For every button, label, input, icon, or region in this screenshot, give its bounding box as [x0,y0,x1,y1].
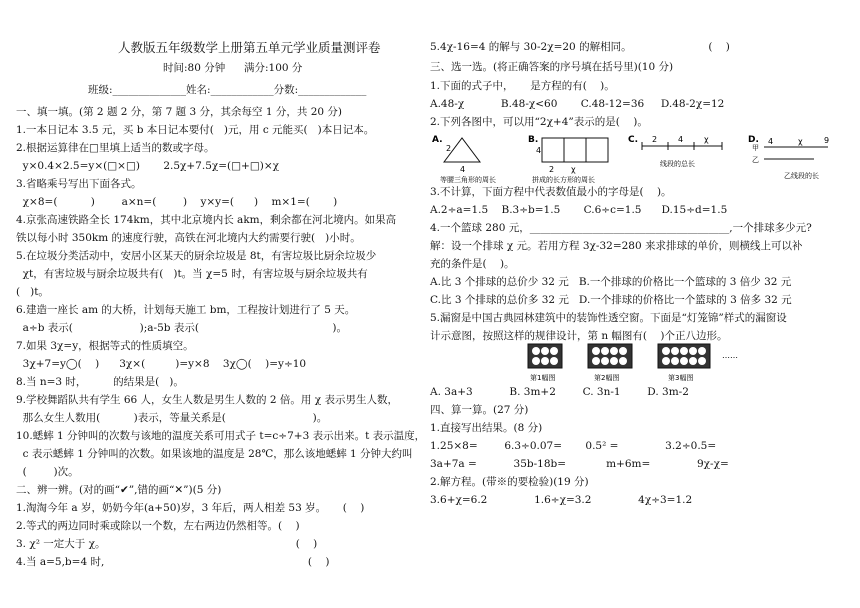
question-line: 1.淘淘今年 a 岁，奶奶今年(a+50)岁，3 年后，两人相差 53 岁。 ( ) [16,502,365,514]
question-line: 1.一本日记本 3.5 元，买 b 本日记本要付( )元，用 c 元能买( )本日记本。 [16,124,375,136]
figure-number: 4 [536,146,542,155]
section-choose-heading: 三、选一选。(将正确答案的序号填在括号里)(10 分) [430,61,674,73]
question-line: 5.4χ-16=4 的解与 30-2χ=20 的解相同。 ( ) [430,41,730,53]
question-line: 5.漏窗是中国古典园林建筑中的装饰性透空窗。下面是“灯笼锦”样式的漏窗设 [430,312,787,324]
svg-text:第3幅图: 第3幅图 [668,374,694,382]
question-line: 7.如果 3χ=y，根据等式的性质填空。 [16,340,194,352]
question-line: A.48-χ B.48-χ<60 C.48-12=36 D.48-2χ=12 [430,98,725,110]
figure-label: B. [528,135,539,145]
figure-caption: 拼成的长方形的周长 [532,176,595,184]
question-line: A. 3a+3 B. 3m+2 C. 3n-1 D. 3m-2 [430,386,689,398]
figure-number: χ [704,135,709,144]
ellipsis: …… [722,351,738,360]
question-line: y×0.4×2.5=y×(□×□) 2.5χ+7.5χ=(□+□)×χ [16,160,280,172]
question-line: 6.建造一座长 am 的大桥，计划每天施工 bm，工程按计划进行了 5 天。 [16,304,356,316]
figure-number: 2 [446,144,452,153]
figure-number: 4 [460,165,466,174]
question-line: 充的条件是( )。 [430,258,515,270]
question-line: ( )t。 [16,286,49,298]
question-line: C.比 3 个排球的总价多 32 元 D.一个排球的价格比一个篮球的 3 倍多 32 元 [430,294,792,306]
figure-number: 4 [678,135,684,144]
figure-number: 2 [549,165,555,174]
section-calc-heading: 四、算一算。(27 分) [430,404,529,416]
question-line: 2.解方程。(带※的要检验)(19 分) [430,476,589,488]
question-line: A.2÷a=1.5 B.3÷b=1.5 C.6÷c=1.5 D.15÷d=1.5 [430,204,728,216]
figure-caption: 等腰三角形的周长 [440,176,496,184]
info-line: 班级:______________姓名:____________分数:_____________ [88,84,367,96]
window-figure-2 [588,344,632,382]
question-line: 5.在垃圾分类活动中，安居小区某天的厨余垃圾是 8t，有害垃圾比厨余垃圾少 [16,250,377,262]
question-line: 3.省略乘号写出下面各式。 [16,178,142,190]
question-line: 那么女生人数用( )表示，等量关系是( )。 [16,412,328,424]
expression-figures [432,132,844,184]
figure-caption: 线段的总长 [660,160,695,168]
question-line: 1.直接写出结果。(8 分) [430,422,543,434]
figure-label: D. [748,135,759,145]
question-line: 4.当 a=5,b=4 时, ( ) [16,556,330,568]
question-line: a÷b 表示( );a-5b 表示( )。 [16,322,348,334]
segment-name: 乙 [752,156,759,164]
question-line: 4.一个篮球 280 元，______________________________________,一个排球多少元? [430,222,812,234]
lantern-windows [526,342,756,382]
segment-name: 甲 [752,144,759,152]
question-line: 3.不计算，下面方程中代表数值最小的字母是( )。 [430,186,672,198]
question-line: 2.根据运算律在□里填上适当的数或字母。 [16,142,215,154]
question-line: 解：设一个排球 χ 元。若用方程 3χ-32=280 来求排球的单价，则横线上可以补 [430,240,803,252]
question-line: 3a+7a = 35b-18b= m+6m= 9χ-χ= [430,458,729,470]
question-line: 2.等式的两边同时乘或除以一个数，左右两边仍然相等。( ) [16,520,300,532]
question-line: χ×8=( ) a×n=( ) y×y=( ) m×1=( ) [16,196,338,208]
section-judge-heading: 二、辨一辨。(对的画“✔”,错的画“✕”)(5 分) [16,484,222,496]
figure-number: χ [798,137,803,146]
question-line: 2.下列各图中，可以用“2χ+4”表示的是( )。 [430,116,648,128]
question-line: 1.下面的式子中， 是方程的有( )。 [430,80,615,92]
svg-text:第2幅图: 第2幅图 [594,374,620,382]
svg-text:第1幅图: 第1幅图 [530,374,556,382]
question-line: χt，有害垃圾与厨余垃圾共有( )t。当 χ=5 时，有害垃圾与厨余垃圾共有 [16,268,368,280]
rectangle-shape [542,138,608,162]
figure-label: C. [628,135,639,145]
figure-number: 2 [652,135,658,144]
section-fill-heading: 一、填一填。(第 2 题 2 分，第 7 题 3 分，其余每空 1 分，共 20 分) [16,106,343,118]
question-line: 10.蟋蟀 1 分钟叫的次数与该地的温度关系可用式子 t=c÷7+3 表示出来。t 表示温度， [16,430,426,442]
exam-title: 人教版五年级数学上册第五单元学业质量测评卷 [118,40,381,55]
window-figure-3 [658,344,710,382]
question-line: 8.当 n=3 时， 的结果是( )。 [16,376,184,388]
question-line: 1.25×8= 6.3÷0.07= 0.5² = 3.2÷0.5= [430,440,717,452]
exam-score: 满分:100 分 [244,62,303,74]
question-line: A.比 3 个排球的总价少 32 元 B.一个排球的价格比一个篮球的 3 倍少 32 元 [430,276,792,288]
question-line: 铁以每小时 350km 的速度行驶，高铁在河北境内大约需要行驶( )小时。 [16,232,361,244]
question-line: 4.京张高速铁路全长 174km，其中北京境内长 akm，剩余都在河北境内。如果高 [16,214,397,226]
exam-time: 时间:80 分钟 [163,62,226,74]
figure-number: χ [571,165,576,174]
figure-label: A. [432,135,443,145]
question-line: 3. χ² 一定大于 χ。 ( ) [16,538,318,550]
question-line: 计示意图，按照这样的规律设计，第 n 幅图有( )个正八边形。 [430,330,728,342]
question-line: 9.学校舞蹈队共有学生 66 人，女生人数是男生人数的 2 倍。用 χ 表示男生人数， [16,394,398,406]
figure-number: 9 [824,136,830,145]
window-figure-1 [528,344,562,382]
question-line: 3.6+χ=6.2 1.6÷χ=3.2 4χ÷3=1.2 [430,494,693,506]
question-line: c 表示蟋蟀 1 分钟叫的次数。如果该地的温度是 28℃，那么该地蟋蟀 1 分钟大约叫 [16,448,413,460]
figure-caption: 乙线段的长 [784,172,819,180]
question-line: ( )次。 [16,466,79,478]
question-line: 3χ+7=y◯( ) 3χ×( )=y×8 3χ◯( )=y÷10 [16,358,307,370]
figure-number: 4 [768,137,774,146]
